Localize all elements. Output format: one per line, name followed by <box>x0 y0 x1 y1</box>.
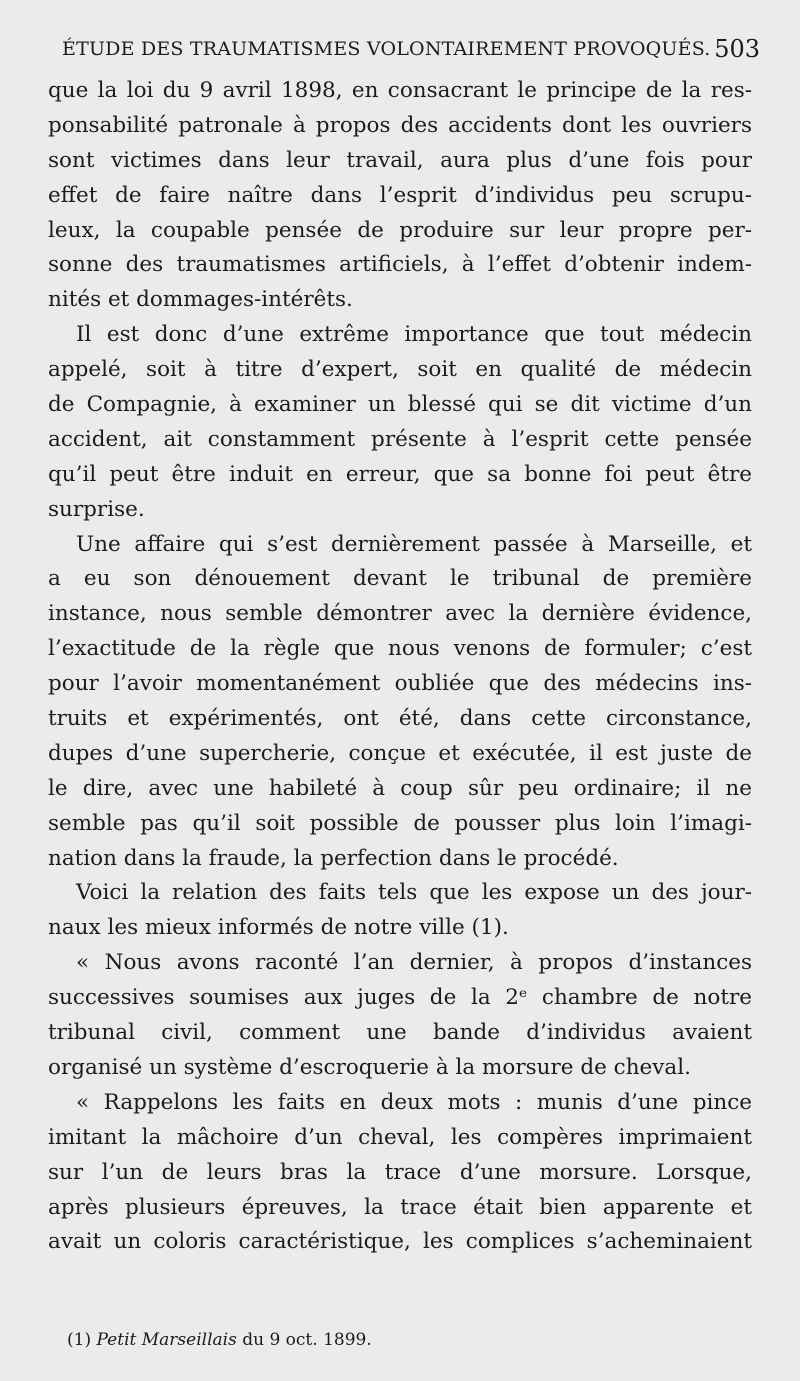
text-line: l’exactitude de la règle que nous venons de formuler; c’est <box>48 636 752 662</box>
text-line: pour l’avoir momentanément oubliée que des médecins ins- <box>48 671 752 697</box>
text-line: tribunal civil, comment une bande d’individus avaient <box>48 1020 752 1046</box>
text-line: successives soumises aux juges de la 2ᵉ chambre de notre <box>48 985 752 1011</box>
text-line: nation dans la fraude, la perfection dans le procédé. <box>48 845 619 871</box>
text-line: semble pas qu’il soit possible de pousser plus loin l’imagi- <box>48 810 752 836</box>
paragraph <box>48 318 752 527</box>
text-line: leux, la coupable pensée de produire sur leur propre per- <box>48 217 752 243</box>
footnote <box>67 1330 372 1350</box>
text-line: naux les mieux informés de notre ville (1). <box>48 915 509 941</box>
page-number: 503 <box>714 35 760 63</box>
text-line: sonne des traumatismes artificiels, à l’effet d’obtenir indem- <box>48 252 752 278</box>
text-line: a eu son dénouement devant le tribunal de première <box>48 566 752 592</box>
text-line: après plusieurs épreuves, la trace était bien apparente et <box>48 1194 752 1220</box>
footnote-source: Petit Marseillais <box>96 1330 237 1350</box>
text-line: imitant la mâchoire d’un cheval, les compères imprimaient <box>48 1124 752 1150</box>
text-line: avait un coloris caractéristique, les complices s’acheminaient <box>48 1229 752 1255</box>
text-line: appelé, soit à titre d’expert, soit en qualité de médecin <box>48 357 752 383</box>
text-line: effet de faire naître dans l’esprit d’individus peu scrupu- <box>48 182 752 208</box>
text-line: de Compagnie, à examiner un blessé qui se dit victime d’un <box>48 392 752 418</box>
text-line: accident, ait constamment présente à l’esprit cette pensée <box>48 426 752 452</box>
text-line: surprise. <box>48 496 145 522</box>
text-line: « Rappelons les faits en deux mots : munis d’une pince <box>76 1089 752 1115</box>
text-line: « Nous avons raconté l’an dernier, à propos d’instances <box>76 950 752 976</box>
text-line: instance, nous semble démontrer avec la dernière évidence, <box>48 601 752 627</box>
footnote-text: du 9 oct. 1899. <box>242 1330 372 1350</box>
text-line: dupes d’une supercherie, conçue et exécutée, il est juste de <box>48 740 752 766</box>
text-line: qu’il peut être induit en erreur, que sa bonne foi peut être <box>48 461 752 487</box>
body-text <box>48 74 752 1260</box>
paragraph <box>48 528 752 877</box>
running-title: ÉTUDE DES TRAUMATISMES VOLONTAIREMENT PROVOQUÉS. <box>62 38 711 60</box>
paragraph <box>48 1086 752 1260</box>
paragraph <box>48 946 752 1086</box>
text-line: Il est donc d’une extrême importance que tout médecin <box>76 322 752 348</box>
page-header <box>48 35 760 68</box>
text-line: nités et dommages-intérêts. <box>48 287 353 313</box>
text-line: le dire, avec une habileté à coup sûr peu ordinaire; il ne <box>48 775 752 801</box>
text-line: ponsabilité patronale à propos des accidents dont les ouvriers <box>48 112 752 138</box>
text-line: sur l’un de leurs bras la trace d’une morsure. Lorsque, <box>48 1159 752 1185</box>
text-line: truits et expérimentés, ont été, dans cette circonstance, <box>48 706 752 732</box>
footnote-marker: (1) <box>67 1330 92 1350</box>
text-line: Une affaire qui s’est dernièrement passée à Marseille, et <box>76 531 752 557</box>
text-line: que la loi du 9 avril 1898, en consacrant le principe de la res- <box>48 78 752 103</box>
text-line: Voici la relation des faits tels que les expose un des jour- <box>76 880 752 906</box>
paragraph <box>48 74 752 318</box>
text-line: sont victimes dans leur travail, aura plus d’une fois pour <box>48 147 752 173</box>
text-line: organisé un système d’escroquerie à la morsure de cheval. <box>48 1054 691 1080</box>
paragraph <box>48 876 752 946</box>
